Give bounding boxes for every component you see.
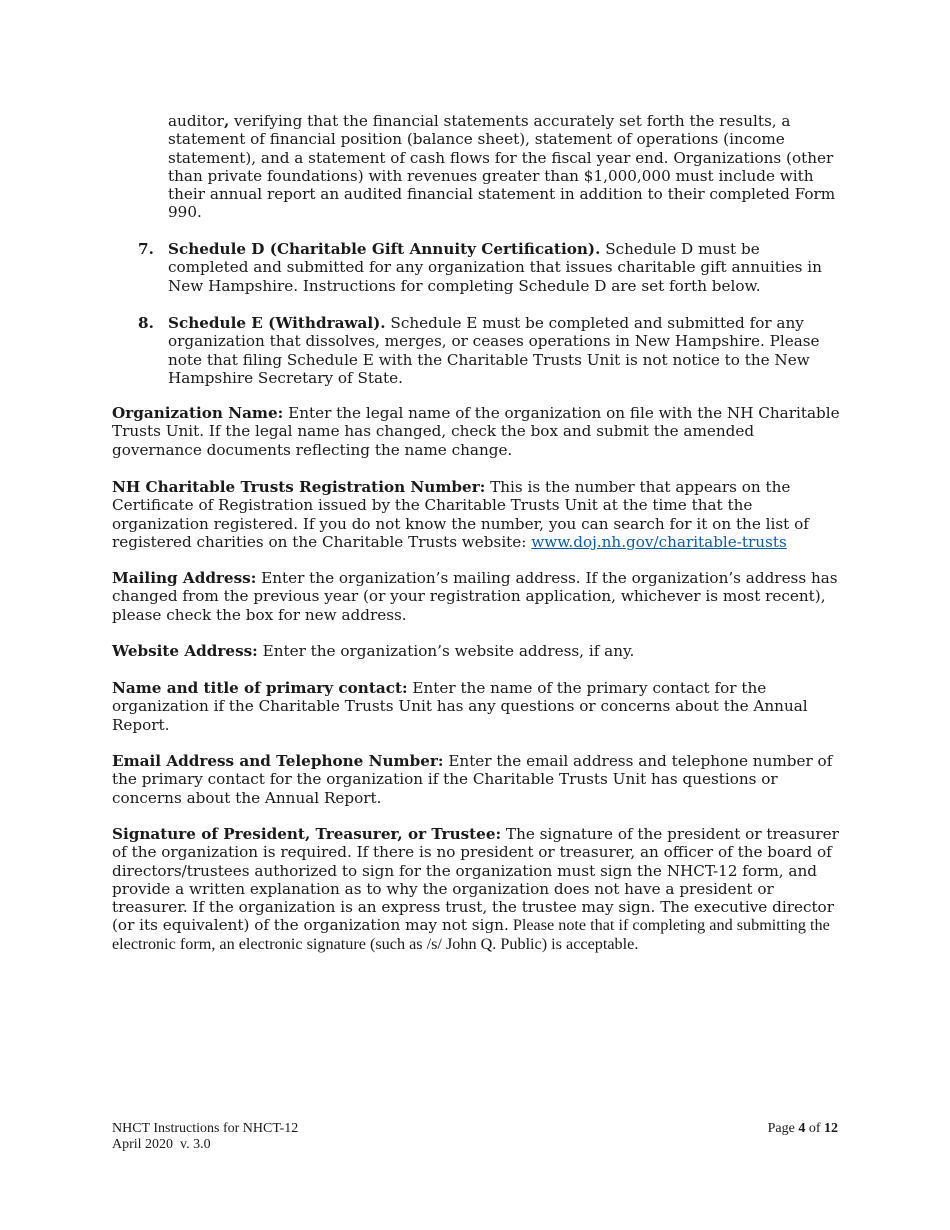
- signature-tail-text: Please note that if completing and submitting the electronic form, an electronic signature (such as /s/ John Q. Public) is acceptable.: [112, 916, 830, 953]
- website-section: [112, 642, 840, 660]
- list-item-text: Schedule D must be completed and submitted for any organization that issues charitable gift annuities in New Hampshire. Instructions for completing Schedule D are set forth below.: [168, 240, 822, 295]
- org-name-text: Enter the legal name of the organization on file with the NH Charitable Trusts Unit. If the legal name has changed, check the box and submit the amended governance documents reflecting the name change.: [112, 404, 840, 459]
- contact-text: Enter the name of the primary contact for the organization if the Charitable Trusts Unit has any questions or concerns about the Annual Report.: [112, 679, 808, 734]
- email-phone-text: Enter the email address and telephone number of the primary contact for the organization if the Charitable Trusts Unit has questions or concerns about the Annual Report.: [112, 752, 833, 807]
- contact-heading: Name and title of primary contact:: [112, 679, 408, 697]
- mailing-heading: Mailing Address:: [112, 569, 257, 587]
- website-text: Enter the organization’s website address, if any.: [257, 642, 635, 660]
- mailing-section: [112, 569, 840, 624]
- contact-section: [112, 679, 840, 734]
- footer-version: April 2020 v. 3.0: [112, 1137, 211, 1152]
- list-number: 7.: [138, 240, 154, 258]
- signature-text: The signature of the president or treasurer of the organization is required. If there is no president or treasurer, an officer of the board of directors/trustees authorized to sign for the organization must sign the NHCT-12 form, and provide a written explanation as to why the organization does not have a president or treasurer. If the organization is an express trust, the trustee may sign. The executive director (or its equivalent) of the organization may not sign.: [112, 825, 839, 935]
- page-current: 4: [798, 1121, 806, 1136]
- email-phone-heading: Email Address and Telephone Number:: [112, 752, 444, 770]
- footer-left: [112, 1121, 298, 1153]
- continuation-paragraph: [168, 112, 838, 222]
- charitable-trusts-link[interactable]: www.doj.nh.gov/charitable-trusts: [531, 532, 787, 551]
- signature-heading: Signature of President, Treasurer, or Trustee:: [112, 825, 502, 843]
- page-of: of: [805, 1121, 824, 1136]
- org-name-section: [112, 404, 840, 459]
- list-item-text: Schedule E must be completed and submitted for any organization that dissolves, merges, or ceases operations in New Hampshire. Please note that filing Schedule E with the Charitable Trusts Unit is not notice to the New Hampshire Secretary of State.: [168, 314, 820, 387]
- list-item-heading: Schedule E (Withdrawal).: [168, 314, 386, 332]
- website-heading: Website Address:: [112, 642, 258, 660]
- reg-number-section: [112, 478, 840, 551]
- footer-page-number: [768, 1121, 838, 1137]
- list-item-heading: Schedule D (Charitable Gift Annuity Certification).: [168, 240, 601, 258]
- mailing-text: Enter the organization’s mailing address. If the organization’s address has changed from the previous year (or your registration application, whichever is most recent), please check the box for new address.: [112, 569, 838, 624]
- org-name-heading: Organization Name:: [112, 404, 284, 422]
- reg-number-heading: NH Charitable Trusts Registration Number:: [112, 478, 486, 496]
- page-word: Page: [767, 1121, 799, 1136]
- email-phone-section: [112, 752, 840, 807]
- continuation-lead-punct: ,: [223, 112, 230, 130]
- reg-number-text: This is the number that appears on the Certificate of Registration issued by the Charitable Trusts Unit at the time that the organization registered. If you do not know the number, you can search for it on the list of registered charities on the Charitable Trusts website:: [112, 478, 809, 551]
- continuation-text: verifying that the financial statements accurately set forth the results, a statement of financial position (balance sheet), statement of operations (income statement), and a statement of cash flows for the fiscal year end. Organizations (other than private foundations) with revenues greater than $1,000,000 must include with their annual report an audited financial statement in addition to their completed Form 990.: [168, 112, 836, 222]
- list-number: 8.: [138, 314, 154, 332]
- continuation-lead: auditor: [168, 112, 224, 130]
- page-total: 12: [824, 1121, 838, 1136]
- footer-doc-title: NHCT Instructions for NHCT-12: [112, 1121, 299, 1136]
- signature-section: [112, 825, 840, 953]
